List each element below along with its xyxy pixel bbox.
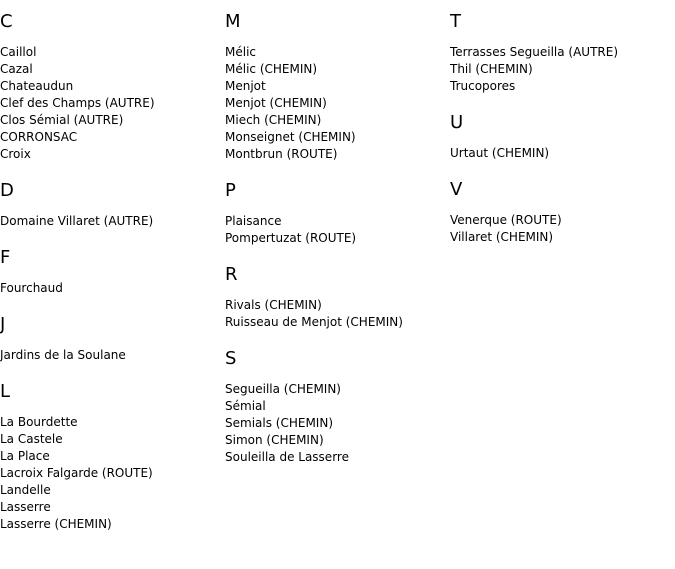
letter-group-p xyxy=(225,169,450,247)
street-index-column-1 xyxy=(0,0,225,533)
street-item[interactable]: Souleilla de Lasserre xyxy=(225,450,349,464)
street-list-j xyxy=(0,336,225,364)
street-item[interactable]: Chateaudun xyxy=(0,79,74,93)
letter-group-t xyxy=(450,0,675,95)
street-item[interactable]: Terrasses Segueilla (AUTRE) xyxy=(450,45,619,59)
street-item[interactable]: Lacroix Falgarde (ROUTE) xyxy=(0,466,153,480)
street-item[interactable]: Menjot xyxy=(225,79,266,93)
street-item[interactable]: Mélic (CHEMIN) xyxy=(225,62,318,76)
letter-group-d xyxy=(0,169,225,230)
street-list-u xyxy=(450,134,675,162)
street-item[interactable]: Clef des Champs (AUTRE) xyxy=(0,96,155,110)
street-item[interactable]: Lasserre xyxy=(0,500,51,514)
street-list-r xyxy=(225,286,450,331)
street-list-c xyxy=(0,33,225,163)
street-item[interactable]: Pompertuzat (ROUTE) xyxy=(225,231,357,245)
street-list-t xyxy=(450,33,675,95)
street-item[interactable]: Sémial xyxy=(225,399,266,413)
letter-group-l xyxy=(0,370,225,533)
letter-heading-v: V xyxy=(450,179,463,200)
street-item[interactable]: Rivals (CHEMIN) xyxy=(225,298,322,312)
letter-heading-c: C xyxy=(0,11,13,32)
letter-group-f xyxy=(0,236,225,297)
street-item[interactable]: Ruisseau de Menjot (CHEMIN) xyxy=(225,315,403,329)
letter-heading-u: U xyxy=(450,112,464,133)
street-item[interactable]: Fourchaud xyxy=(0,281,63,295)
letter-heading-f: F xyxy=(0,247,11,268)
street-item[interactable]: La Castele xyxy=(0,432,63,446)
street-item[interactable]: La Bourdette xyxy=(0,415,78,429)
street-list-d xyxy=(0,202,225,230)
letter-heading-r: R xyxy=(225,264,238,285)
street-list-v xyxy=(450,201,675,246)
letter-heading-t: T xyxy=(450,11,461,32)
street-item[interactable]: Plaisance xyxy=(225,214,282,228)
street-item[interactable]: Monseignet (CHEMIN) xyxy=(225,130,356,144)
street-item[interactable]: Semials (CHEMIN) xyxy=(225,416,333,430)
street-item[interactable]: Jardins de la Soulane xyxy=(0,348,126,362)
letter-group-c xyxy=(0,0,225,163)
street-index-column-2 xyxy=(225,0,450,466)
letter-heading-s: S xyxy=(225,348,237,369)
street-item[interactable]: Segueilla (CHEMIN) xyxy=(225,382,341,396)
street-item[interactable]: Montbrun (ROUTE) xyxy=(225,147,338,161)
street-item[interactable]: Villaret (CHEMIN) xyxy=(450,230,554,244)
letter-group-j xyxy=(0,303,225,364)
street-list-p xyxy=(225,202,450,247)
street-item[interactable]: Domaine Villaret (AUTRE) xyxy=(0,214,154,228)
street-item[interactable]: Caillol xyxy=(0,45,37,59)
street-item[interactable]: Urtaut (CHEMIN) xyxy=(450,146,550,160)
street-item[interactable]: Simon (CHEMIN) xyxy=(225,433,324,447)
street-item[interactable]: Lasserre (CHEMIN) xyxy=(0,517,112,531)
street-item[interactable]: Venerque (ROUTE) xyxy=(450,213,562,227)
letter-heading-l: L xyxy=(0,381,11,402)
street-item[interactable]: Trucopores xyxy=(450,79,516,93)
letter-group-u xyxy=(450,101,675,162)
street-item[interactable]: Cazal xyxy=(0,62,33,76)
street-item[interactable]: Thil (CHEMIN) xyxy=(450,62,533,76)
letter-heading-m: M xyxy=(225,11,241,32)
letter-group-v xyxy=(450,168,675,246)
street-item[interactable]: Mélic xyxy=(225,45,257,59)
street-list-m xyxy=(225,33,450,163)
street-item[interactable]: Clos Sémial (AUTRE) xyxy=(0,113,124,127)
letter-heading-d: D xyxy=(0,180,14,201)
street-index-column-3 xyxy=(450,0,675,246)
street-list-f xyxy=(0,269,225,297)
letter-heading-p: P xyxy=(225,180,236,201)
street-list-s xyxy=(225,370,450,466)
street-item[interactable]: CORRONSAC xyxy=(0,130,78,144)
letter-group-s xyxy=(225,337,450,466)
street-item[interactable]: Croix xyxy=(0,147,31,161)
street-list-l xyxy=(0,403,225,533)
letter-group-m xyxy=(225,0,450,163)
street-item[interactable]: La Place xyxy=(0,449,50,463)
street-item[interactable]: Menjot (CHEMIN) xyxy=(225,96,327,110)
letter-heading-j: J xyxy=(0,314,6,335)
street-item[interactable]: Landelle xyxy=(0,483,51,497)
letter-group-r xyxy=(225,253,450,331)
street-item[interactable]: Miech (CHEMIN) xyxy=(225,113,322,127)
